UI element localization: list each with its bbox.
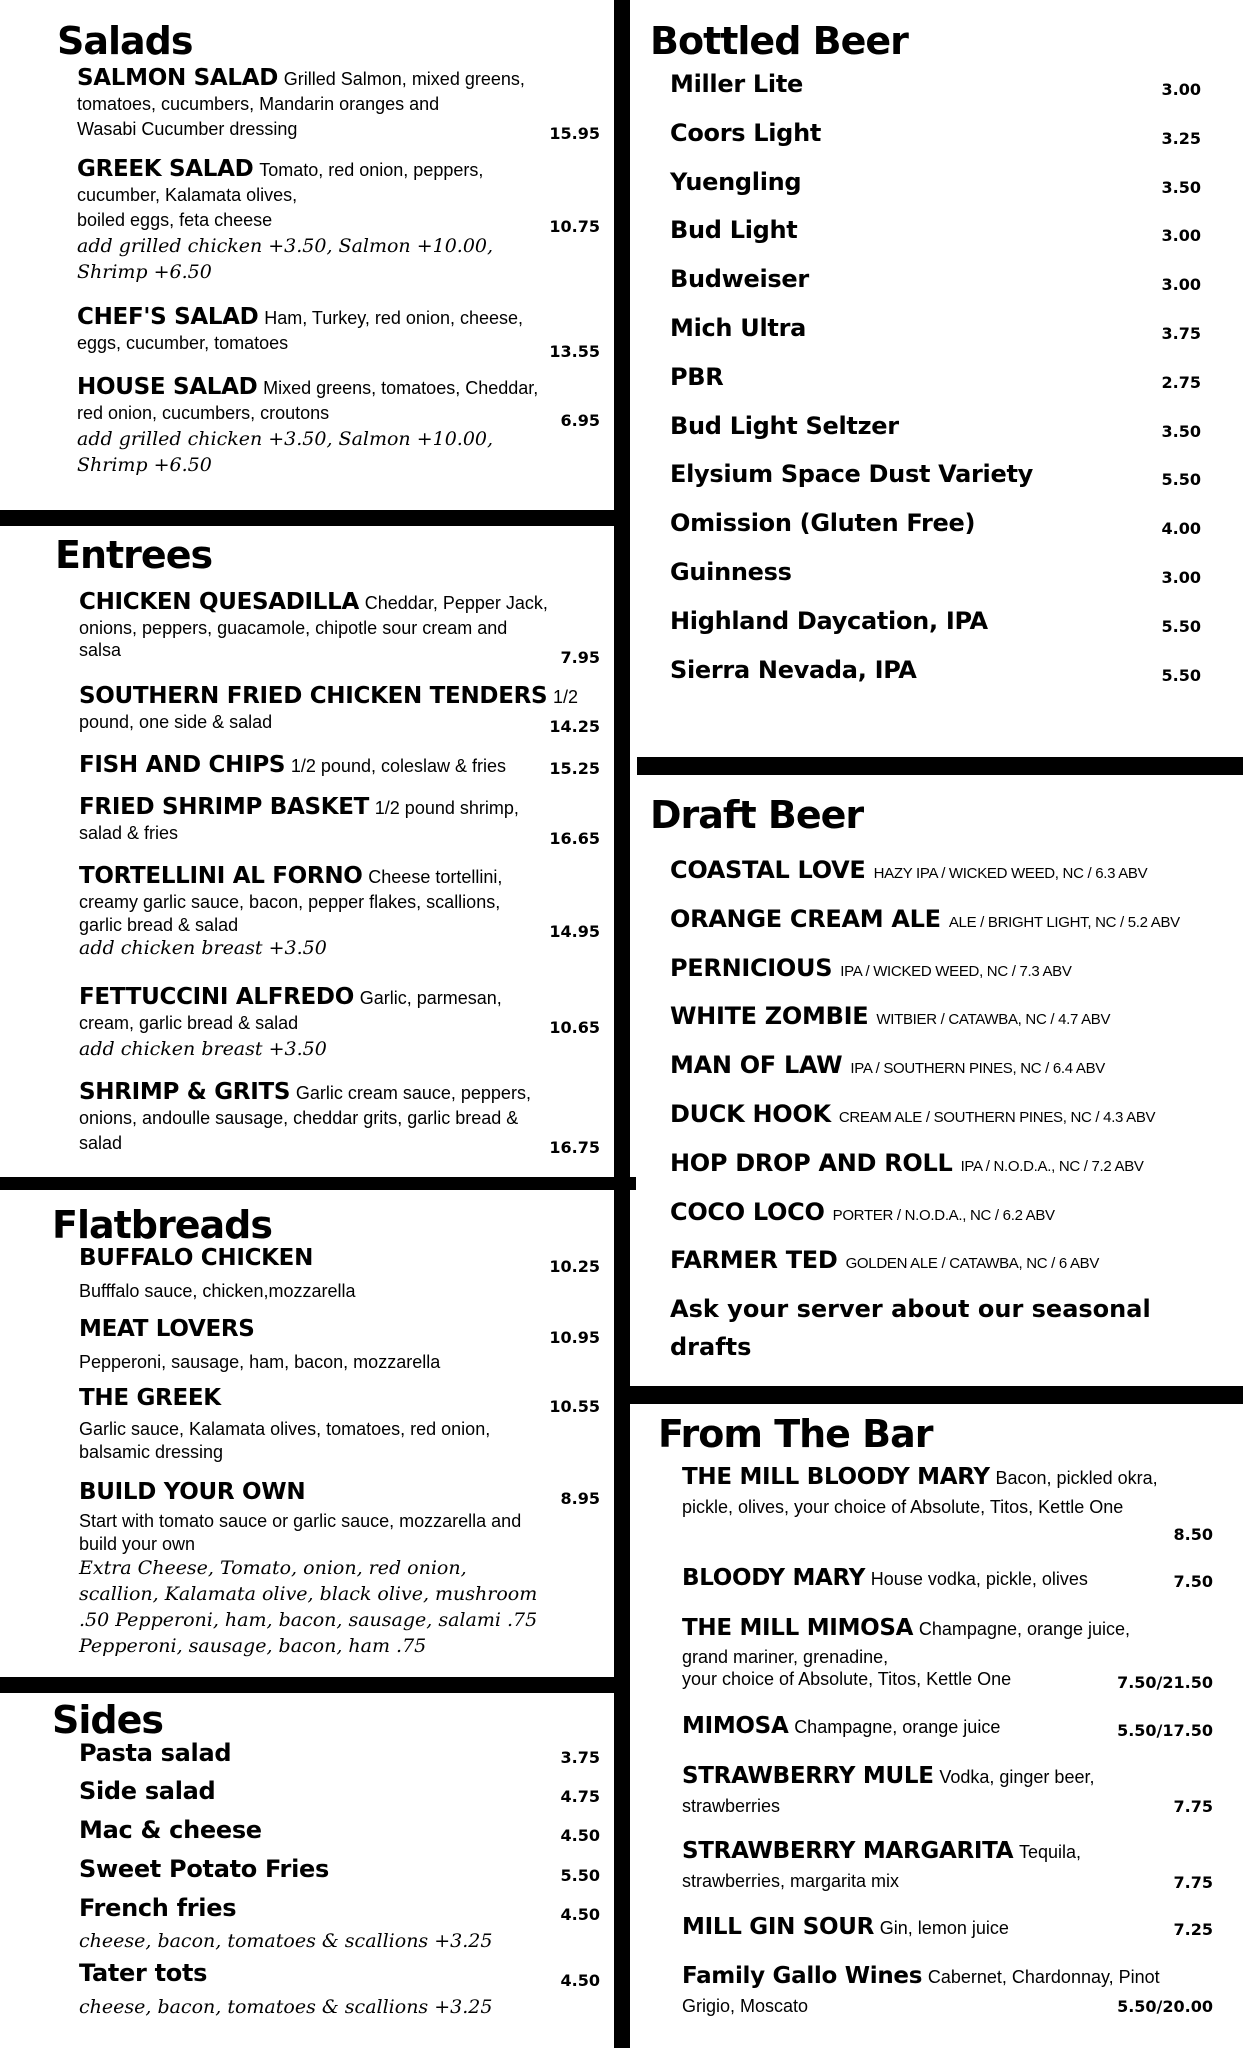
item-desc: Cheese tortellini,: [368, 867, 503, 887]
side-price: 3.75: [560, 1748, 600, 1767]
item-price: 16.65: [549, 829, 600, 848]
menu-item-salmon-salad: [77, 66, 602, 142]
menu-item-shrimp-and-grits: [79, 1080, 604, 1156]
draft-beer-name: COASTAL LOVE: [670, 856, 866, 884]
item-desc: pickle, olives, your choice of Absolute, Titos, Kettle One: [682, 1497, 1124, 1517]
item-desc: balsamic dressing: [79, 1442, 224, 1462]
item-desc: Gin, lemon juice: [879, 1918, 1009, 1938]
sides-heading: Sides: [52, 1698, 163, 1742]
item-desc: strawberries, margarita mix: [682, 1871, 900, 1891]
draft-beer-row: [670, 954, 1072, 982]
item-desc: salsa: [79, 640, 122, 660]
from-the-bar-heading: From The Bar: [658, 1412, 933, 1456]
draft-beer-name: COCO LOCO: [670, 1197, 825, 1226]
item-desc: Vodka, ginger beer,: [939, 1767, 1095, 1787]
bottled-beer-price: 3.25: [1161, 128, 1201, 148]
item-desc: salad & fries: [79, 823, 179, 843]
item-desc: Cheddar, Pepper Jack,: [364, 593, 548, 613]
item-note: .50 Pepperoni, ham, bacon, sausage, salami .75: [79, 1609, 538, 1631]
seasonal-line-2: drafts: [670, 1333, 752, 1361]
item-name: BUFFALO CHICKEN: [79, 1245, 314, 1271]
item-desc: your choice of Absolute, Titos, Kettle One: [682, 1669, 1012, 1689]
item-price: 6.95: [560, 411, 600, 430]
item-desc: Tequila,: [1018, 1842, 1081, 1862]
bottled-divider: [637, 757, 1243, 775]
item-price: 10.95: [549, 1328, 600, 1347]
bottled-beer-price: 3.00: [1161, 226, 1201, 246]
item-note: add chicken breast +3.50: [79, 937, 327, 959]
bottled-beer-name: Yuengling: [670, 167, 802, 196]
draft-beer-row: [670, 905, 1180, 933]
item-name: MEAT LOVERS: [79, 1316, 255, 1342]
item-desc: Cabernet, Chardonnay, Pinot: [927, 1967, 1160, 1987]
item-desc: 1/2 pound, coleslaw & fries: [290, 756, 507, 776]
item-desc: cream, garlic bread & salad: [79, 1013, 299, 1033]
bottled-beer-name: Bud Light: [670, 216, 798, 245]
bottled-beer-price: 5.50: [1161, 665, 1201, 685]
draft-beer-row: [670, 856, 1147, 884]
draft-beer-heading: Draft Beer: [650, 793, 864, 837]
menu-item-chicken-quesadilla: [79, 590, 604, 659]
item-name: SHRIMP & GRITS: [79, 1079, 291, 1105]
bottled-beer-price: 3.00: [1161, 275, 1201, 295]
item-price: 16.75: [549, 1138, 600, 1157]
bottled-beer-name: Budweiser: [670, 265, 809, 294]
side-name: Tater tots: [79, 1959, 208, 1987]
item-desc: Garlic cream sauce, peppers,: [295, 1083, 531, 1103]
item-desc: pound, one side & salad: [79, 712, 273, 732]
draft-beer-row: [670, 1002, 1110, 1030]
bar-item-bloody-mary: [682, 1566, 1227, 1592]
bottled-beer-price: 5.50: [1161, 470, 1201, 490]
item-name: STRAWBERRY MARGARITA: [682, 1838, 1014, 1864]
item-price: 7.75: [1173, 1797, 1213, 1816]
flatbreads-heading: Flatbreads: [52, 1203, 272, 1247]
item-desc: Mixed greens, tomatoes, Cheddar,: [263, 378, 539, 398]
bottled-beer-price: 3.75: [1161, 324, 1201, 343]
item-name: THE GREEK: [79, 1385, 221, 1411]
bottled-beer-heading: Bottled Beer: [650, 19, 908, 63]
item-desc: Champagne, orange juice,: [918, 1619, 1131, 1639]
bottled-beer-name: Coors Light: [670, 118, 822, 147]
side-price: 5.50: [560, 1866, 600, 1885]
draft-beer-name: MAN OF LAW: [670, 1051, 843, 1080]
item-note: add chicken breast +3.50: [79, 1038, 327, 1060]
menu-item-build-your-own: [79, 1477, 604, 1659]
item-desc: Start with tomato sauce or garlic sauce, mozzarella and: [79, 1511, 522, 1531]
draft-beer-detail: PORTER / N.O.D.A., NC / 6.2 ABV: [832, 1206, 1055, 1224]
draft-beer-detail: CREAM ALE / SOUTHERN PINES, NC / 4.3 ABV: [838, 1109, 1156, 1126]
item-name: SALMON SALAD: [77, 65, 279, 91]
bottled-beer-name: Highland Daycation, IPA: [670, 606, 988, 635]
draft-beer-detail: ALE / BRIGHT LIGHT, NC / 5.2 ABV: [948, 913, 1180, 931]
item-note: Shrimp +6.50: [77, 454, 212, 476]
item-name: TORTELLINI AL FORNO: [79, 863, 363, 889]
side-note: cheese, bacon, tomatoes & scallions +3.25: [79, 1996, 493, 2018]
draft-beer-row: [670, 1100, 1155, 1128]
item-price: 10.55: [549, 1397, 600, 1416]
menu-item-buffalo-chicken: [79, 1243, 604, 1304]
item-price: 5.50/17.50: [1117, 1721, 1213, 1740]
bar-item-mill-gin-sour: [682, 1915, 1227, 1941]
seasonal-drafts-note: [670, 1290, 1151, 1366]
menu-item-fettuccini: [79, 985, 604, 1062]
bottled-beer-name: Guinness: [670, 558, 792, 586]
item-price: 15.25: [549, 759, 600, 778]
bar-item-mill-bloody-mary: [682, 1465, 1227, 1520]
bottled-beer-name: Omission (Gluten Free): [670, 509, 976, 538]
item-desc: Bufffalo sauce, chicken,mozzarella: [79, 1281, 356, 1301]
item-desc: Bacon, pickled okra,: [995, 1468, 1158, 1488]
item-name: THE MILL MIMOSA: [682, 1615, 914, 1641]
item-desc: red onion, cucumbers, croutons: [77, 403, 330, 423]
vertical-divider-lower: [614, 1180, 630, 2048]
menu-item-tortellini: [79, 864, 604, 961]
item-name: Family Gallo Wines: [682, 1963, 923, 1989]
draft-beer-row: [670, 1051, 1105, 1079]
side-name: French fries: [79, 1894, 237, 1922]
item-desc: 1/2: [553, 687, 579, 707]
salads-divider: [0, 510, 614, 526]
item-desc: Garlic sauce, Kalamata olives, tomatoes, red onion,: [79, 1419, 491, 1439]
item-name: MILL GIN SOUR: [682, 1914, 875, 1940]
item-desc: House vodka, pickle, olives: [870, 1569, 1088, 1589]
item-name: MIMOSA: [682, 1713, 789, 1739]
draft-beer-detail: GOLDEN ALE / CATAWBA, NC / 6 ABV: [845, 1255, 1100, 1273]
item-note: Extra Cheese, Tomato, onion, red onion,: [79, 1557, 467, 1579]
menu-item-chicken-tenders: [79, 684, 604, 735]
item-desc: boiled eggs, feta cheese: [77, 210, 273, 230]
bottled-beer-name: Mich Ultra: [670, 314, 806, 342]
bottled-beer-price: 2.75: [1161, 372, 1201, 392]
bottled-beer-price: 3.00: [1161, 80, 1201, 99]
item-desc: Grilled Salmon, mixed greens,: [283, 69, 525, 89]
item-price: 10.75: [549, 217, 600, 236]
draft-divider: [630, 1386, 1243, 1404]
draft-beer-detail: HAZY IPA / WICKED WEED, NC / 6.3 ABV: [873, 865, 1148, 882]
side-name: Pasta salad: [79, 1739, 232, 1767]
bottled-beer-name: Elysium Space Dust Variety: [670, 460, 1033, 489]
item-desc: onions, peppers, guacamole, chipotle sour cream and: [79, 618, 508, 638]
item-desc: strawberries: [682, 1796, 781, 1816]
item-desc: Champagne, orange juice: [794, 1717, 1001, 1737]
item-price: 7.25: [1173, 1920, 1213, 1939]
side-price: 4.75: [560, 1787, 600, 1806]
item-name: THE MILL BLOODY MARY: [682, 1464, 990, 1490]
item-name: FISH AND CHIPS: [79, 752, 286, 778]
item-name: CHEF'S SALAD: [77, 304, 259, 330]
bottled-beer-price: 3.50: [1161, 421, 1201, 441]
item-desc: garlic bread & salad: [79, 915, 239, 935]
side-price: 4.50: [560, 1905, 600, 1924]
item-desc: grand mariner, grenadine,: [682, 1647, 889, 1667]
item-desc: creamy garlic sauce, bacon, pepper flakes, scallions,: [79, 892, 501, 912]
item-name: GREEK SALAD: [77, 156, 254, 182]
flatbreads-divider: [0, 1677, 614, 1693]
item-note: Pepperoni, sausage, bacon, ham .75: [79, 1635, 427, 1657]
bottled-beer-price: 3.50: [1161, 177, 1201, 197]
draft-beer-row: [670, 1198, 1055, 1226]
item-price: 13.55: [549, 342, 600, 361]
item-note: add grilled chicken +3.50, Salmon +10.00,: [77, 428, 494, 450]
bottled-beer-name: PBR: [670, 362, 724, 391]
item-price: 5.50/20.00: [1117, 1997, 1213, 2016]
item-desc: eggs, cucumber, tomatoes: [77, 333, 289, 353]
draft-beer-detail: IPA / N.O.D.A., NC / 7.2 ABV: [960, 1157, 1144, 1175]
item-name: BLOODY MARY: [682, 1565, 866, 1591]
draft-beer-name: PERNICIOUS: [670, 953, 833, 982]
item-note: scallion, Kalamata olive, black olive, mushroom: [79, 1583, 538, 1605]
side-name: Side salad: [79, 1777, 216, 1805]
draft-beer-detail: IPA / WICKED WEED, NC / 7.3 ABV: [840, 962, 1072, 980]
item-price: 14.25: [549, 717, 600, 736]
item-desc: salad: [79, 1133, 123, 1153]
item-name: STRAWBERRY MULE: [682, 1763, 934, 1789]
side-price: 4.50: [560, 1971, 600, 1990]
menu-item-greek-salad: [77, 157, 602, 285]
draft-beer-detail: WITBIER / CATAWBA, NC / 4.7 ABV: [876, 1011, 1111, 1029]
draft-beer-name: HOP DROP AND ROLL: [670, 1148, 953, 1177]
draft-beer-row: [670, 1246, 1099, 1274]
item-desc: Garlic, parmesan,: [359, 988, 502, 1008]
item-desc: Tomato, red onion, peppers,: [259, 160, 484, 180]
item-price: 7.50: [1173, 1572, 1213, 1591]
side-price: 4.50: [560, 1826, 600, 1845]
item-price: 7.50/21.50: [1117, 1673, 1213, 1692]
item-desc: Wasabi Cucumber dressing: [77, 119, 298, 139]
menu-item-the-greek: [79, 1383, 604, 1463]
item-price: 7.75: [1173, 1873, 1213, 1892]
bar-item-strawberry-margarita: [682, 1839, 1227, 1894]
item-price: 14.95: [549, 922, 600, 941]
item-name: BUILD YOUR OWN: [79, 1479, 306, 1505]
item-desc: Pepperoni, sausage, ham, bacon, mozzarella: [79, 1352, 441, 1372]
item-desc: Ham, Turkey, red onion, cheese,: [264, 308, 524, 328]
item-name: FRIED SHRIMP BASKET: [79, 794, 370, 820]
item-name: FETTUCCINI ALFREDO: [79, 984, 354, 1010]
salads-heading: Salads: [57, 19, 193, 63]
item-price: 8.95: [560, 1489, 600, 1508]
bottled-beer-price: 4.00: [1161, 519, 1201, 539]
item-desc: build your own: [79, 1534, 196, 1554]
menu-item-house-salad: [77, 375, 602, 478]
vertical-divider: [614, 0, 630, 1180]
item-desc: 1/2 pound shrimp,: [374, 798, 519, 818]
side-note: cheese, bacon, tomatoes & scallions +3.25: [79, 1930, 493, 1952]
draft-beer-name: ORANGE CREAM ALE: [670, 904, 941, 933]
bottled-beer-price: 3.00: [1161, 568, 1201, 587]
item-price: 10.65: [549, 1018, 600, 1037]
draft-beer-name: FARMER TED: [670, 1246, 838, 1275]
draft-beer-row: [670, 1149, 1144, 1177]
bottled-beer-price: 5.50: [1161, 616, 1201, 636]
side-name: Mac & cheese: [79, 1816, 262, 1844]
bar-item-strawberry-mule: [682, 1764, 1227, 1819]
menu-item-meat-lovers: [79, 1314, 604, 1375]
item-desc: Grigio, Moscato: [682, 1996, 809, 2016]
bottled-beer-name: Miller Lite: [670, 70, 804, 98]
menu-item-fried-shrimp-basket: [79, 795, 604, 846]
item-price: 8.50: [1173, 1525, 1213, 1544]
menu-item-fish-and-chips: [79, 753, 604, 779]
bottled-beer-name: Bud Light Seltzer: [670, 411, 899, 440]
item-note: add grilled chicken +3.50, Salmon +10.00,: [77, 235, 494, 257]
item-price: 15.95: [549, 124, 600, 143]
menu-item-chefs-salad: [77, 305, 602, 356]
seasonal-line-1: Ask your server about our seasonal: [670, 1295, 1151, 1323]
item-desc: onions, andoulle sausage, cheddar grits, garlic bread &: [79, 1108, 519, 1128]
item-desc: cucumber, Kalamata olives,: [77, 185, 298, 205]
item-name: SOUTHERN FRIED CHICKEN TENDERS: [79, 683, 548, 709]
item-name: HOUSE SALAD: [77, 374, 258, 400]
entrees-divider: [0, 1177, 636, 1190]
bottled-beer-name: Sierra Nevada, IPA: [670, 655, 917, 684]
entrees-heading: Entrees: [55, 533, 213, 577]
side-name: Sweet Potato Fries: [79, 1855, 329, 1883]
item-name: CHICKEN QUESADILLA: [79, 589, 360, 615]
draft-beer-name: WHITE ZOMBIE: [670, 1002, 869, 1031]
item-note: Shrimp +6.50: [77, 261, 212, 283]
item-price: 10.25: [549, 1257, 600, 1276]
draft-beer-detail: IPA / SOUTHERN PINES, NC / 6.4 ABV: [850, 1060, 1105, 1078]
item-desc: tomatoes, cucumbers, Mandarin oranges and: [77, 94, 440, 114]
item-price: 7.95: [560, 648, 600, 667]
draft-beer-name: DUCK HOOK: [670, 1100, 831, 1128]
